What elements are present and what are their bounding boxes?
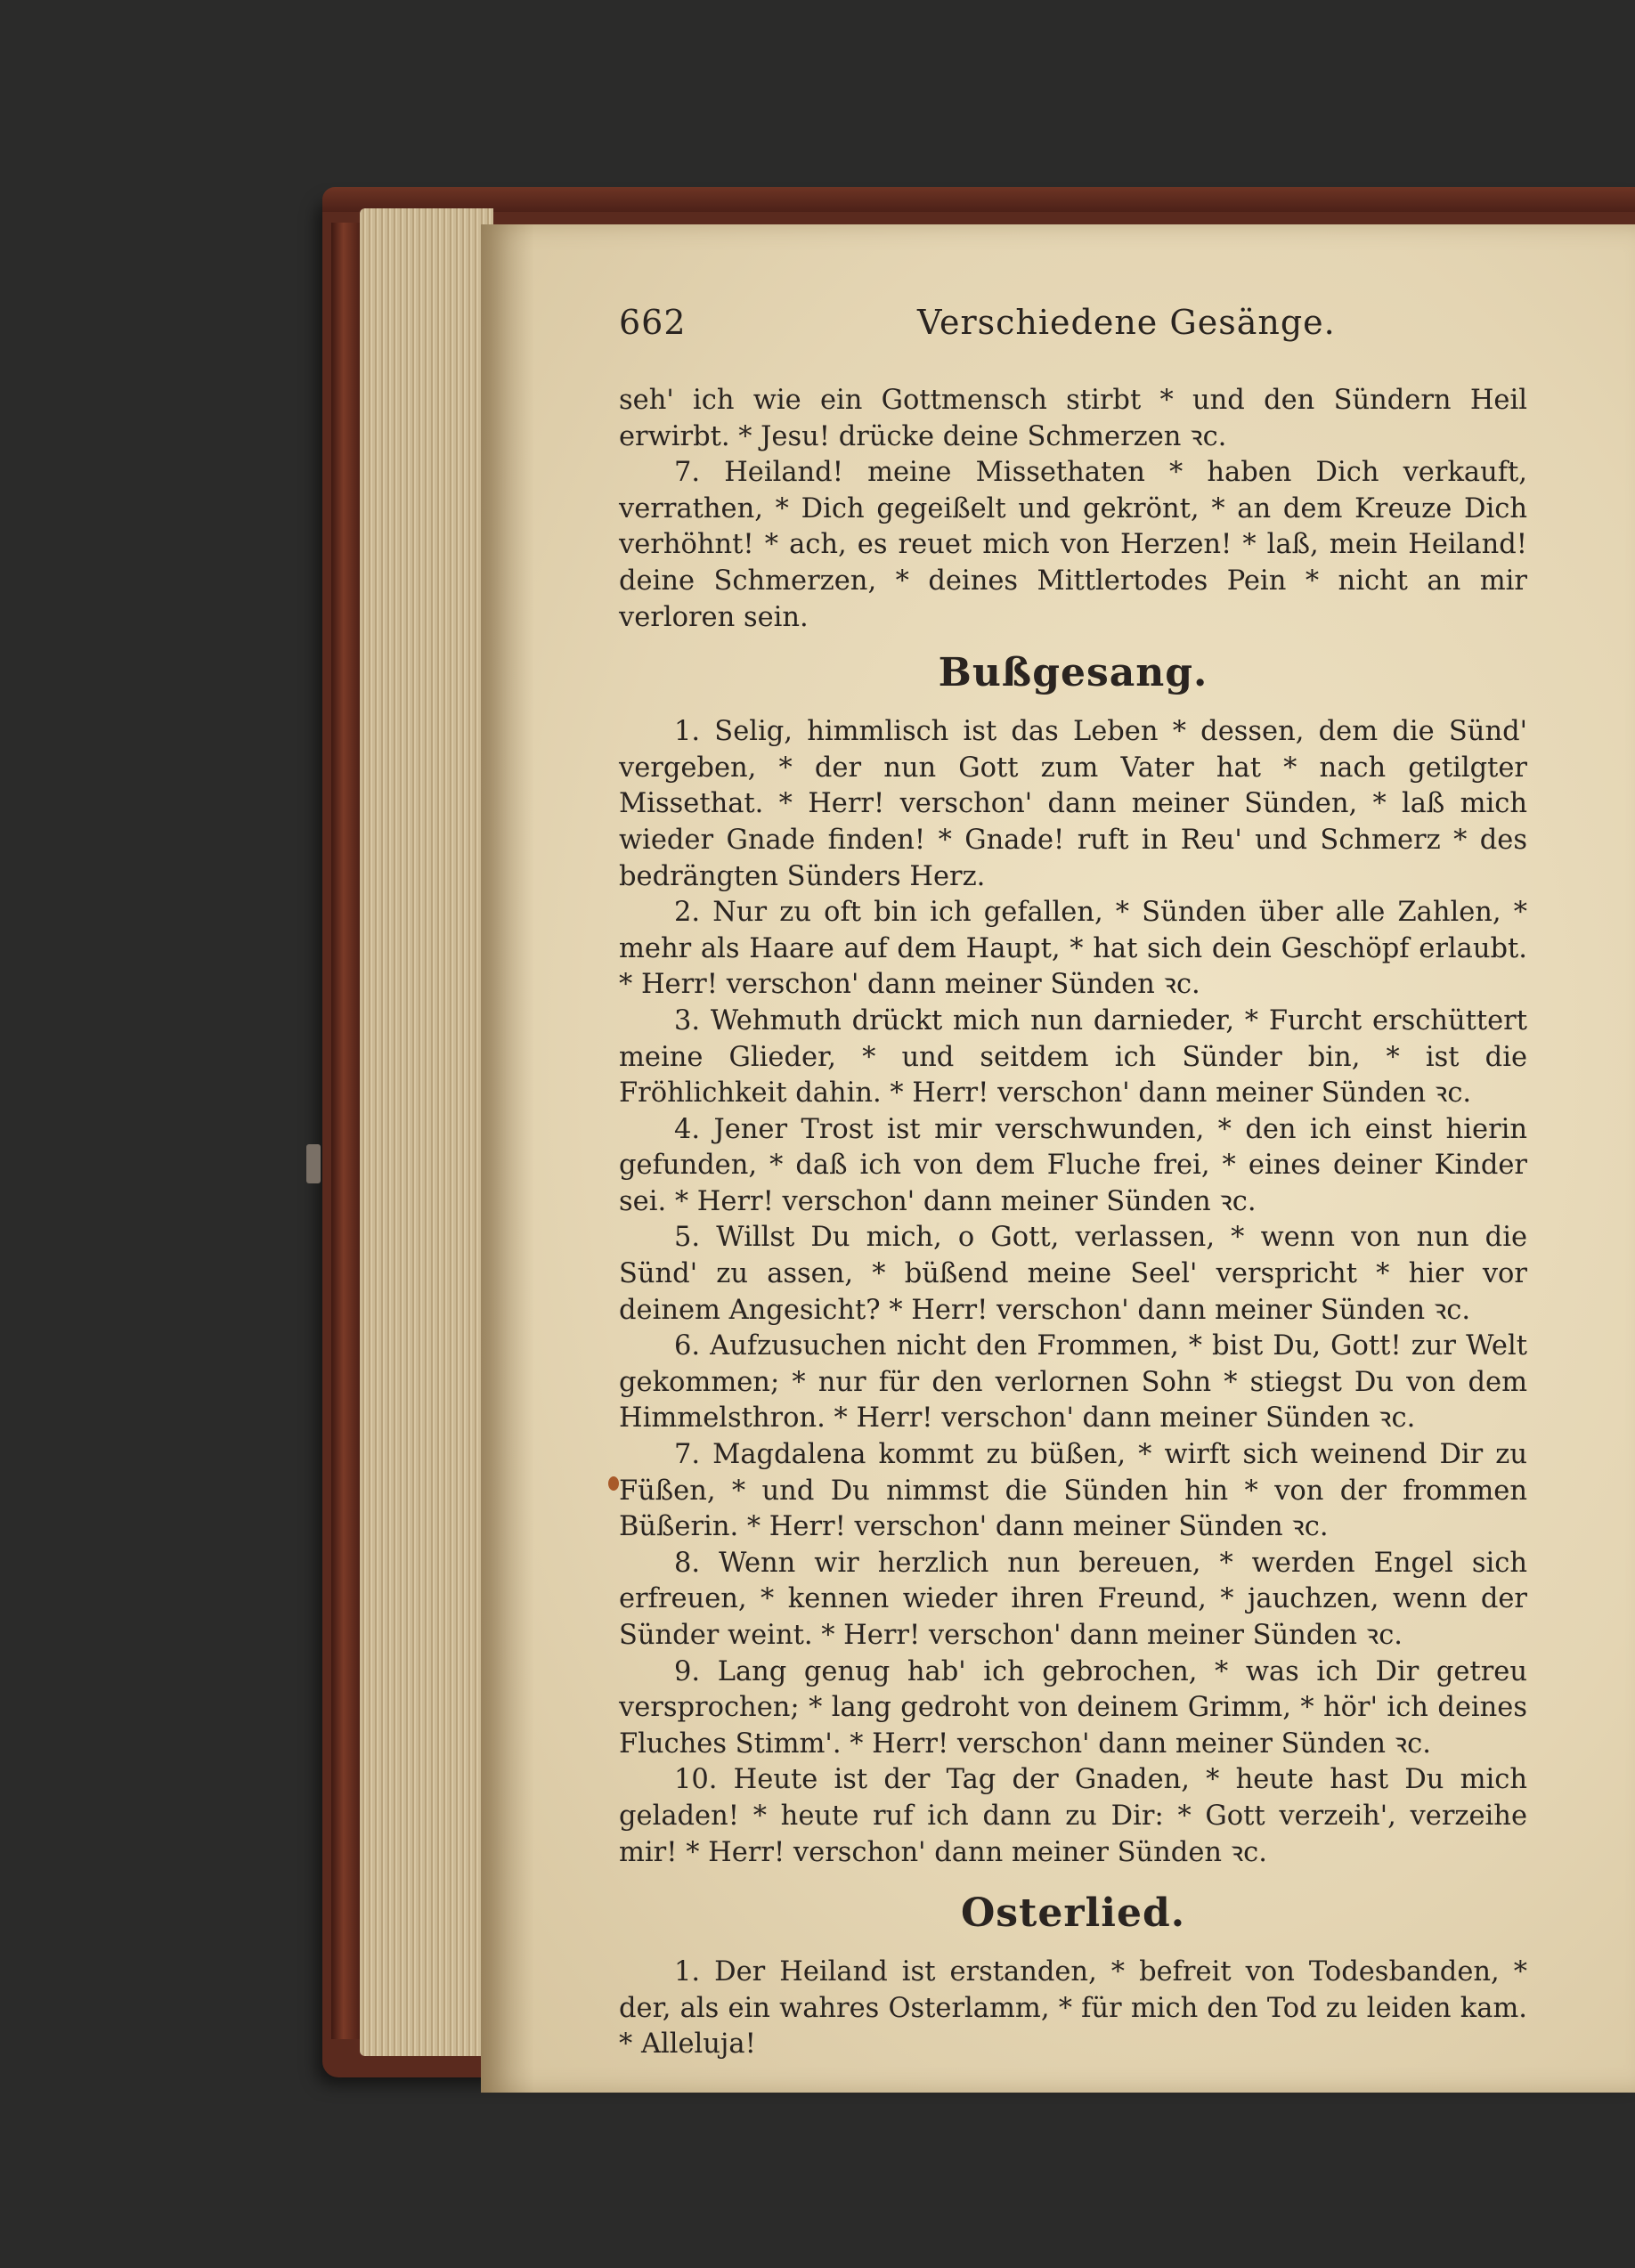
verse: 2. Nur zu oft bin ich gefallen, * Sünden über alle Zahlen, * mehr als Haare auf dem Haupt, * hat sich dein Geschöpf erlaubt. * Herr! verschon' dann meiner Sünden ꝛc. <box>619 897 1527 1001</box>
continuation-line: seh' ich wie ein Gottmensch stirbt * und den Sündern Heil erwirbt. * Jesu! drücke deine Schmerzen ꝛc. <box>619 385 1527 452</box>
verse: 3. Wehmuth drückt mich nun darnieder, * Furcht erschüttert meine Glieder, * und seitdem ich Sünder bin, * ist die Fröhlichkeit dahin. * Herr! verschon' dann meiner Sünden ꝛc. <box>619 1004 1527 1110</box>
page-number: 662 <box>619 303 687 342</box>
verse: 4. Jener Trost ist mir verschwunden, * den ich einst hierin gefunden, * daß ich von dem Fluche frei, * eines deiner Kinder sei. * Herr! verschon' dann meiner Sünden ꝛc. <box>619 1113 1527 1217</box>
verse: 7. Magdalena kommt zu büßen, * wirft sich weinend Dir zu Füßen, * und Du nimmst die Sünden hin * von der frommen Büßerin. * Herr! verschon' dann meiner Sünden ꝛc. <box>619 1439 1527 1543</box>
verse: 1. Selig, himmlisch ist das Leben * dessen, dem die Sünd' vergeben, * der nun Gott zum Vater hat * nach getilgter Missethat. * Herr! verschon' dann meiner Sünden, * laß mich wieder Gnade finden! * Gnade! ruft in Reu' und Schmerz * des bedrängten Sünders Herz. <box>619 716 1527 892</box>
gutter-shadow <box>481 224 534 2093</box>
book-cover-top-edge <box>322 187 1635 212</box>
continuation-verse-7: 7. Heiland! meine Missethaten * haben Dich verkauft, verrathen, * Dich gegeißelt und gekrönt, * an dem Kreuze Dich verhöhnt! * ach, es reuet mich von Herzen! * laß, mein Heiland! deine Schmerzen, * deines Mittlertodes Pein * nicht an mir verloren sein. <box>619 457 1527 633</box>
hymn-title-bussgesang: Bußgesang. <box>938 650 1208 696</box>
page-edges <box>360 208 493 2056</box>
verse: 10. Heute ist der Tag der Gnaden, * heute hast Du mich geladen! * heute ruf ich dann zu Dir: * Gott verzeih', verzeihe mir! * Herr! verschon' dann meiner Sünden ꝛc. <box>619 1764 1527 1868</box>
page-header <box>619 299 1527 353</box>
verse: 6. Aufzusuchen nicht den Frommen, * bist Du, Gott! zur Welt gekommen; * nur für den verlornen Sohn * stiegst Du von dem Himmelsthron. * Herr! verschon' dann meiner Sünden ꝛc. <box>619 1330 1527 1435</box>
verse: 1. Der Heiland ist erstanden, * befreit von Todesbanden, * der, als ein wahres Osterlamm, * für mich den Tod zu leiden kam. * Alleluja! <box>619 1956 1527 2061</box>
verse: 9. Lang genug hab' ich gebrochen, * was ich Dir getreu versprochen; * lang gedroht von deinem Grimm, * hör' ich deines Fluches Stimm'. * Herr! verschon' dann meiner Sünden ꝛc. <box>619 1655 1527 1760</box>
page-stain <box>608 1476 619 1491</box>
book-clasp <box>306 1144 321 1183</box>
running-title: Verschiedene Gesänge. <box>917 303 1336 342</box>
verse: 8. Wenn wir herzlich nun bereuen, * werden Engel sich erfreuen, * kennen wieder ihren Freund, * jauchzen, wenn der Sünder weint. * Herr! verschon' dann meiner Sünden ꝛc. <box>619 1547 1527 1651</box>
hymn-title-osterlied: Osterlied. <box>960 1890 1186 1937</box>
verse: 5. Willst Du mich, o Gott, verlassen, * wenn von nun die Sünd' zu assen, * büßend meine Seel' verspricht * hier vor deinem Angesicht? * Herr! verschon' dann meiner Sünden ꝛc. <box>619 1222 1527 1326</box>
page-body <box>619 383 1527 2063</box>
book-spine <box>331 223 362 2039</box>
